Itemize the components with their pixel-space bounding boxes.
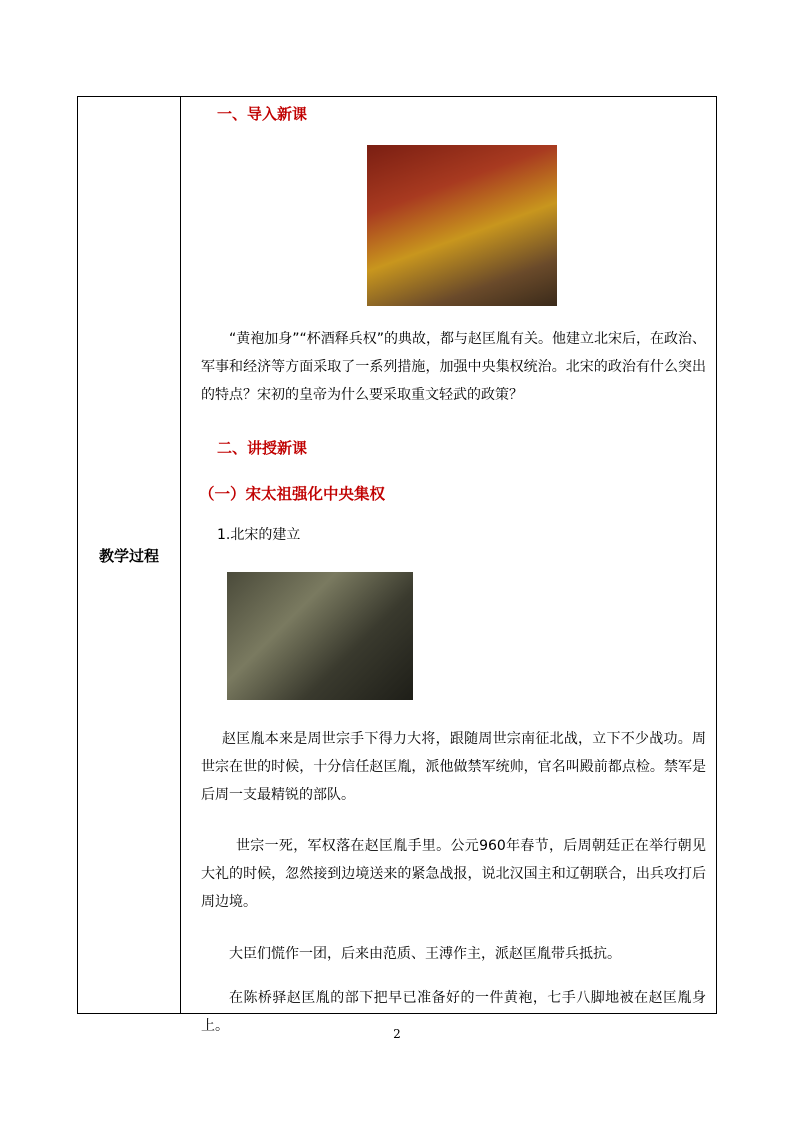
content-cell — [181, 97, 716, 1034]
subsection-heading: （一）宋太祖强化中央集权 — [199, 485, 386, 503]
section-heading-intro: 一、导入新课 — [217, 105, 308, 123]
item-title: 1.北宋的建立 — [217, 527, 301, 543]
page-number: 2 — [393, 1027, 401, 1041]
row-label-cell — [78, 97, 180, 1013]
lesson-table — [77, 96, 717, 1034]
intro-paragraph: “黄袍加身”“杯酒释兵权”的典故，都与赵匡胤有关。他建立北宋后，在政治、军事和经济等方面采取了一系列措施，加强中央集权统治。北宋的政治有什么突出的特点？宋初的皇帝为什么要采取重文轻武的政策？ — [201, 331, 707, 403]
illustration-generals — [227, 572, 413, 700]
row-label: 教学过程 — [98, 546, 159, 565]
illustration-emperor — [367, 145, 557, 306]
paragraph: 在陈桥驿赵匡胤的部下把早已准备好的一件黄袍，七手八脚地被在赵匡胤身上。 — [201, 990, 706, 1034]
paragraph: 世宗一死，军权落在赵匡胤手里。公元960年春节，后周朝廷正在举行朝见大礼的时候，忽然接到边境送来的紧急战报，说北汉国主和辽朝联合，出兵攻打后周边境。 — [201, 838, 706, 910]
paragraph: 大臣们慌作一团，后来由范质、王溥作主，派赵匡胤带兵抵抗。 — [229, 946, 621, 962]
section-heading-lecture: 二、讲授新课 — [217, 439, 308, 457]
paragraph: 赵匡胤本来是周世宗手下得力大将，跟随周世宗南征北战，立下不少战功。周世宗在世的时候，十分信任赵匡胤，派他做禁军统帅，官名叫殿前都点检。禁军是后周一支最精锐的部队。 — [201, 731, 706, 803]
